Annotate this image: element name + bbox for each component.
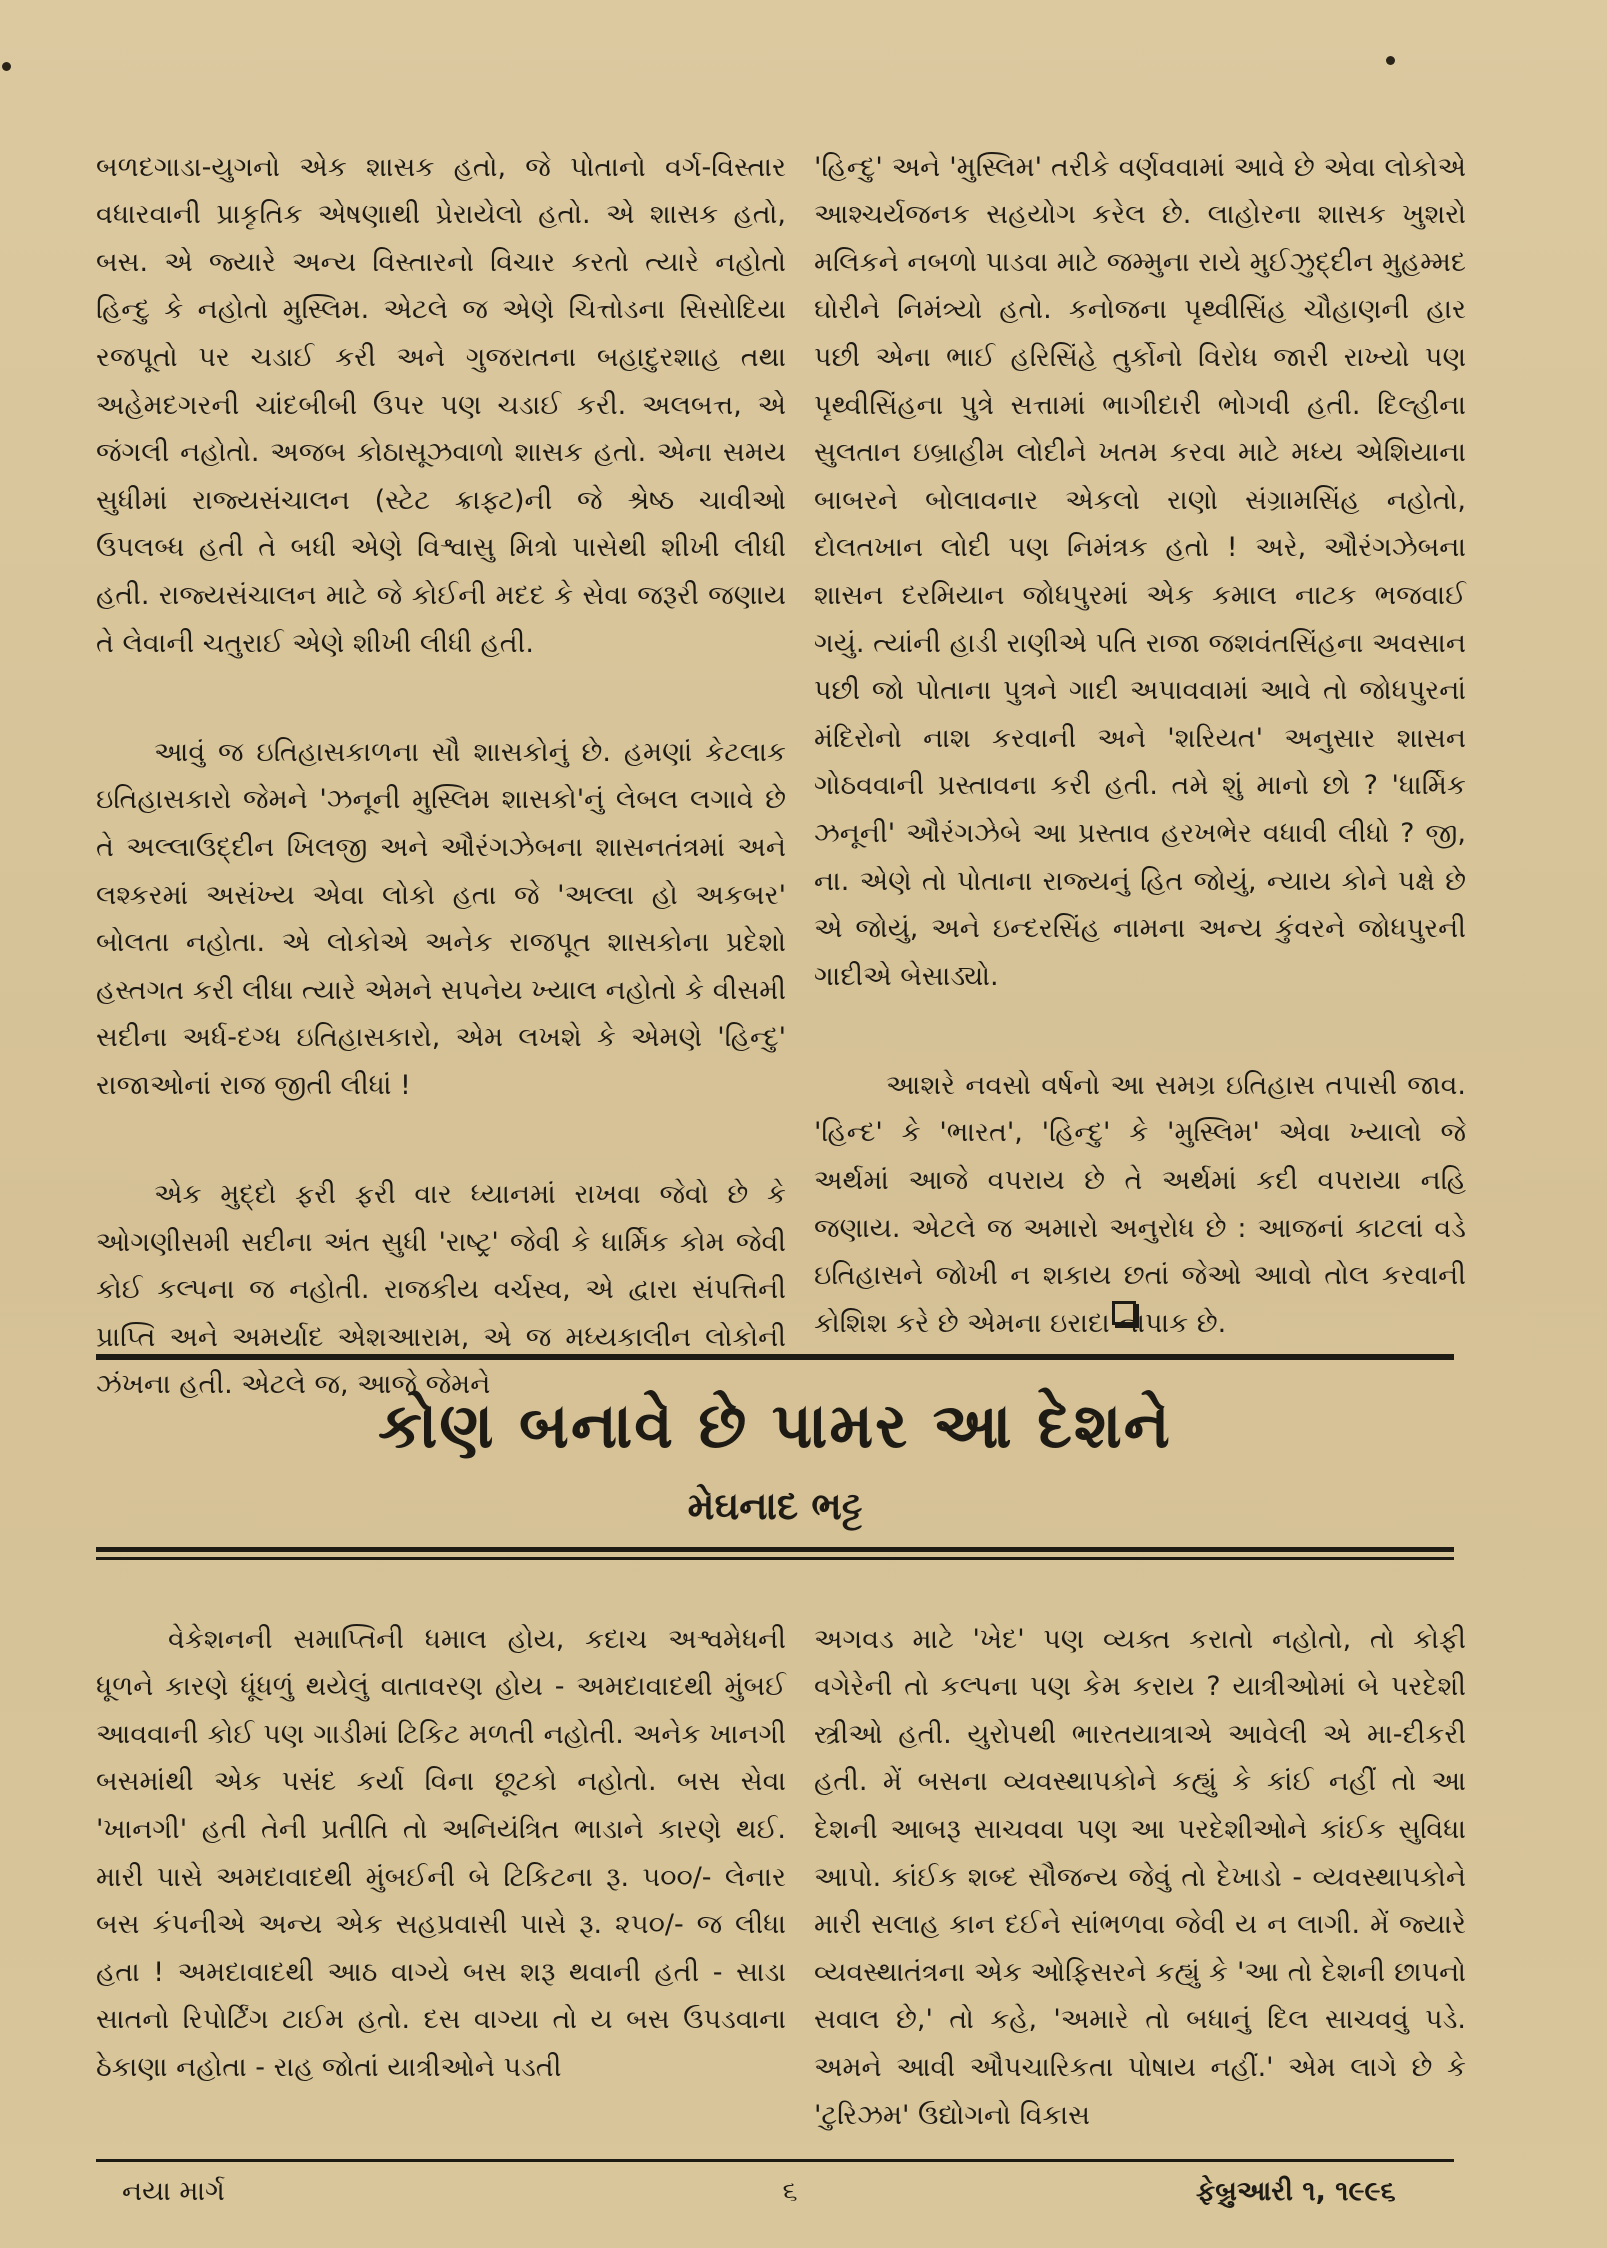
article-column-left: [96, 1568, 786, 2139]
end-of-article-mark: [1112, 1301, 1136, 1325]
paragraph: આશરે નવસો વર્ષનો આ સમગ્ર ઇતિહાસ તપાસી જાવ. 'હિન્દ' કે 'ભારત', 'હિન્દુ' કે 'મુસ્લિમ' એવા ખ્યાલો જે અર્થમાં આજે વપરાય છે તે અર્થમાં કદી વપરાયા નહિ જણાય. એટલે જ અમારો અનુરોધ છે : આજનાં કાટલાં વડે ઇતિહાસને જોખી ન શકાય છતાં જેઓ આવો તોલ કરવાની કોશિશ કરે છે એમના ઇરાદા નાપાક છે.: [814, 1069, 1466, 1339]
article-column-right: [814, 1568, 1466, 2187]
previous-article-column-right: [814, 96, 1466, 1395]
footer-date: ફેબ્રુઆરી ૧, ૧૯૯૬: [1196, 2176, 1396, 2207]
byline-rule-thick: [96, 1547, 1454, 1552]
byline-rule-thin: [96, 1557, 1454, 1560]
paragraph: બળદગાડા-યુગનો એક શાસક હતો, જે પોતાનો વર્ગ-વિસ્તાર વધારવાની પ્રાકૃતિક એષણાથી પ્રેરાયેલો હતો. એ શાસક હતો, બસ. એ જ્યારે અન્ય વિસ્તારનો વિચાર કરતો ત્યારે નહોતો હિન્દુ કે નહોતો મુસ્લિમ. એટલે જ એણે ચિત્તોડના સિસોદિયા રજપૂતો પર ચડાઈ કરી અને ગુજરાતના બહાદુરશાહ તથા અહેમદગરની ચાંદબીબી ઉપર પણ ચડાઈ કરી. અલબત્ત, એ જંગલી નહોતો. અજબ કોઠાસૂઝવાળો શાસક હતો. એના સમય સુધીમાં રાજ્યસંચાલન (સ્ટેટ ક્રાફ્ટ)ની જે શ્રેષ્ઠ ચાવીઓ ઉપલબ્ધ હતી તે બધી એણે વિશ્વાસુ મિત્રો પાસેથી શીખી લીધી હતી. રાજ્યસંચાલન માટે જે કોઈની મદદ કે સેવા જરૂરી જણાય તે લેવાની ચતુરાઈ એણે શીખી લીધી હતી.: [96, 151, 786, 659]
speck-mark: [1386, 56, 1395, 65]
article-title: કોણ બનાવે છે પામર આ દેશને: [378, 1389, 1172, 1462]
footer-page-number: ૬: [782, 2176, 798, 2207]
paragraph: વેકેશનની સમાપ્તિની ધમાલ હોય, કદાચ અશ્વમેધની ધૂળને કારણે ધૂંધળું થયેલું વાતાવરણ હોય - અમદાવાદથી મુંબઈ આવવાની કોઈ પણ ગાડીમાં ટિકિટ મળતી નહોતી. અનેક ખાનગી બસમાંથી એક પસંદ કર્યા વિના છૂટકો નહોતો. બસ સેવા 'ખાનગી' હતી તેની પ્રતીતિ તો અનિયંત્રિત ભાડાને કારણે થઈ. મારી પાસે અમદાવાદથી મુંબઈની બે ટિકિટના રૂ. ૫૦૦/- લેનાર બસ કંપનીએ અન્ય એક સહપ્રવાસી પાસે રૂ. ૨૫૦/- જ લીધા હતા ! અમદાવાદથી આઠ વાગ્યે બસ શરૂ થવાની હતી - સાડા સાતનો રિપોર્ટિંગ ટાઈમ હતો. દસ વાગ્યા તો ય બસ ઉપડવાના ઠેકાણા નહોતા - રાહ જોતાં યાત્રીઓને પડતી: [96, 1623, 786, 2083]
article-author: મેઘનાદ ભટ્ટ: [687, 1484, 863, 1528]
footer-rule: [96, 2159, 1454, 2162]
paragraph: આવું જ ઇતિહાસકાળના સૌ શાસકોનું છે. હમણાં કેટલાક ઇતિહાસકારો જેમને 'ઝનૂની મુસ્લિમ શાસકો'નું લેબલ લગાવે છે તે અલ્લાઉદ્દીન ખિલજી અને ઔરંગઝેબના શાસનતંત્રમાં અને લશ્કરમાં અસંખ્ય એવા લોકો હતા જે 'અલ્લા હો અકબર' બોલતા નહોતા. એ લોકોએ અનેક રાજપૂત શાસકોના પ્રદેશો હસ્તગત કરી લીધા ત્યારે એમને સપનેય ખ્યાલ નહોતો કે વીસમી સદીના અર્ધ-દગ્ધ ઇતિહાસકારો, એમ લખશે કે એમણે 'હિન્દુ' રાજાઓનાં રાજ જીતી લીધાં !: [96, 736, 786, 1101]
speck-mark: [2, 62, 11, 71]
paragraph: અગવડ માટે 'ખેદ' પણ વ્યક્ત કરાતો નહોતો, તો કોફી વગેરેની તો કલ્પના પણ કેમ કરાય ? યાત્રીઓમાં બે પરદેશી સ્ત્રીઓ હતી. યુરોપથી ભારતયાત્રાએ આવેલી એ મા-દીકરી હતી. મેં બસના વ્યવસ્થાપકોને કહ્યું કે કાંઈ નહીં તો આ દેશની આબરૂ સાચવવા પણ આ પરદેશીઓને કાંઈક સુવિધા આપો. કાંઈક શબ્દ સૌજન્ય જેવું તો દેખાડો - વ્યવસ્થાપકોને મારી સલાહ કાન દઈને સાંભળવા જેવી ય ન લાગી. મેં જ્યારે વ્યવસ્થાતંત્રના એક ઓફિસરને કહ્યું કે 'આ તો દેશની છાપનો સવાલ છે,' તો કહે, 'અમારે તો બધાનું દિલ સાચવવું પડે. અમને આવી ઔપચારિકતા પોષાય નહીં.' એમ લાગે છે કે 'ટુરિઝમ' ઉદ્યોગનો વિકાસ: [814, 1623, 1466, 2131]
previous-article-column-left: [96, 96, 786, 1457]
paragraph: 'હિન્દુ' અને 'મુસ્લિમ' તરીકે વર્ણવવામાં આવે છે એવા લોકોએ આશ્ચર્યજનક સહયોગ કરેલ છે. લાહોરના શાસક ખુશરો મલિકને નબળો પાડવા માટે જમ્મુના રાયે મુઈઝુદ્દીન મુહમ્મદ ઘોરીને નિમંત્ર્યો હતો. કનોજના પૃથ્વીસિંહ ચૌહાણની હાર પછી એના ભાઈ હરિસિંહે તુર્કોનો વિરોધ જારી રાખ્યો પણ પૃથ્વીસિંહના પુત્રે સત્તામાં ભાગીદારી ભોગવી હતી. દિલ્હીના સુલતાન ઇબ્રાહીમ લોદીને ખતમ કરવા માટે મધ્ય એશિયાના બાબરને બોલાવનાર એકલો રાણો સંગ્રામસિંહ નહોતો, દોલતખાન લોદી પણ નિમંત્રક હતો ! અરે, ઔરંગઝેબના શાસન દરમિયાન જોધપુરમાં એક કમાલ નાટક ભજવાઈ ગયું. ત્યાંની હાડી રાણીએ પતિ રાજા જશવંતસિંહના અવસાન પછી જો પોતાના પુત્રને ગાદી અપાવવામાં આવે તો જોધપુરનાં મંદિરોનો નાશ કરવાની અને 'શરિયત' અનુસાર શાસન ગોઠવવાની પ્રસ્તાવના કરી હતી. તમે શું માનો છો ? 'ધાર્મિક ઝનૂની' ઔરંગઝેબે આ પ્રસ્તાવ હરખભેર વધાવી લીધો ? જી, ના. એણે તો પોતાના રાજ્યનું હિત જોયું, ન્યાય કોને પક્ષે છે એ જોયું, અને ઇન્દરસિંહ નામના અન્ય કુંવરને જોધપુરની ગાદીએ બેસાડ્યો.: [814, 151, 1466, 992]
footer-publication: નયા માર્ગ: [122, 2176, 225, 2207]
section-divider-top: [96, 1354, 1454, 1360]
paragraph: એક મુદ્દો ફરી ફરી વાર ધ્યાનમાં રાખવા જેવો છે કે ઓગણીસમી સદીના અંત સુધી 'રાષ્ટ્ર' જેવી કે ધાર્મિક કોમ જેવી કોઈ કલ્પના જ નહોતી. રાજકીય વર્ચસ્વ, એ દ્વારા સંપત્તિની પ્રાપ્તિ અને અમર્યાદ એશઆરામ, એ જ મધ્યકાલીન લોકોની ઝંખના હતી. એટલે જ, આજે જેમને: [96, 1179, 786, 1401]
